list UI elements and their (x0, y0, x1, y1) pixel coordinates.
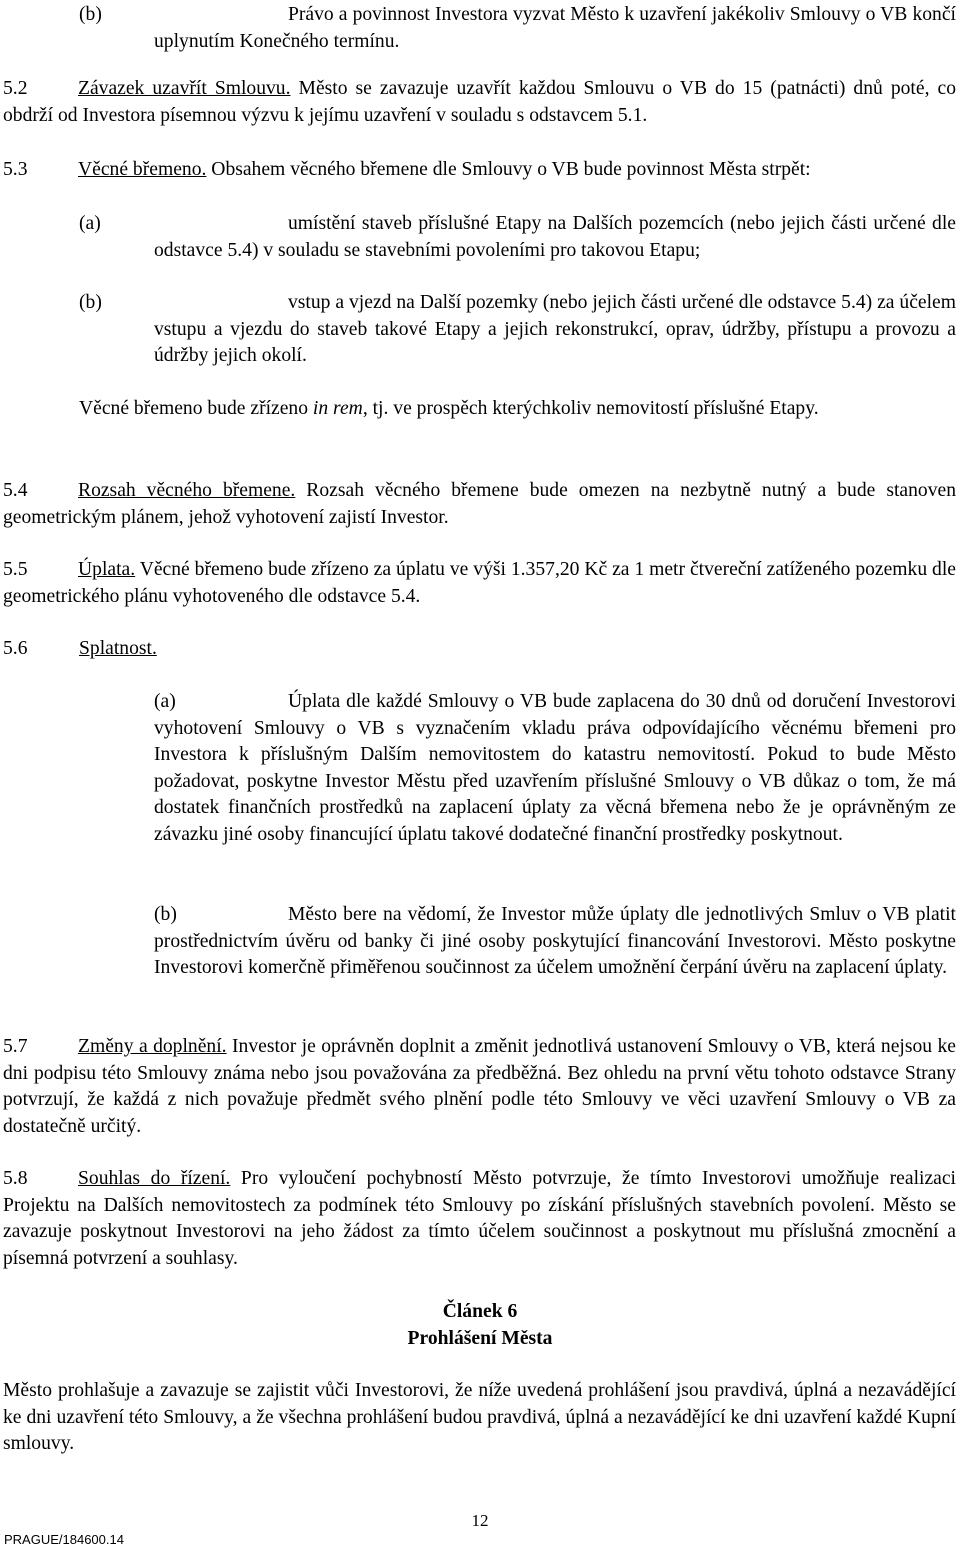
section-number: 5.3 (3, 159, 28, 180)
section-text: Investor je oprávněn doplnit a změnit jednotlivá ustanovení Smlouvy o VB, která nejsou ke dni podpisu této Smlouvy známa nebo jsou považována za předběžná. Bez ohledu na první větu tohoto odstavce Strany potvrzují, že každá z nich považuje předmět svého plnění podle této Smlouvy ve věci uzavření Smlouvy o VB za dostatečně určitý. (3, 1036, 956, 1137)
section-5-3 (3, 157, 956, 184)
item-text: Úplata dle každé Smlouvy o VB bude zaplacena do 30 dnů od doručení Investorovi vyhotovení Smlouvy o VB s vyznačením vkladu práva odpovídajícího věcnému břemeni pro Investora k příslušným Dalším nemovitostem do katastru nemovitostí. Pokud to bude Město požadovat, poskytne Investor Městu před uzavřením příslušné Smlouvy o VB důkaz o tom, že má dostatek finančních prostředků na zaplacení úplaty za věcná břemena nebo že je oprávněným ze závazku jiné osoby financující úplatu takové dodatečné finanční prostředky poskytnout. (154, 691, 956, 845)
item-text-first: Právo a povinnost Investora vyzvat Město k uzavření jakékoliv (288, 4, 785, 25)
document-reference: PRAGUE/184600.14 (4, 1532, 124, 1547)
section-number: 5.7 (3, 1036, 28, 1057)
section-5-6 (79, 636, 956, 663)
section-heading: Rozsah věcného břemene. (78, 480, 296, 501)
article-title: Prohlášení Města (407, 1328, 553, 1349)
section-heading: Úplata. (78, 559, 136, 580)
section-5-5 (3, 557, 956, 610)
section-heading: Závazek uzavřít Smlouvu. (78, 78, 291, 99)
section-heading: Věcné břemeno. (78, 159, 207, 180)
item-label: (a) (154, 691, 176, 712)
section-5-7 (3, 1034, 956, 1140)
item-label: (b) (154, 904, 177, 925)
article-text: Město prohlašuje a zavazuje se zajistit vůči Investorovi, že níže uvedená prohlášení jsou pravdivá, úplná a nezavádějící ke dni uzavření této Smlouvy, a že všechna prohlášení budou pravdivá, úplná a nezavádějící ke dni uzavření každé Kupní smlouvy. (3, 1380, 956, 1454)
item-text: umístění staveb příslušné Etapy na Dalších pozemcích (nebo jejich části určené dle odstavce 5.4) v souladu se stavebními povoleními pro takovou Etapu; (154, 213, 956, 261)
section-number: 5.4 (3, 480, 28, 501)
section-text: Rozsah věcného břemene bude omezen na nezbytně nutný a bude stanoven geometrickým plánem, jehož vyhotovení zajistí Investor. (3, 480, 956, 528)
note-italic: in rem (312, 398, 363, 419)
note-text: , tj. ve prospěch kterýchkoliv nemovitostí příslušné Etapy. (362, 398, 819, 419)
item-text: Město bere na vědomí, že Investor může úplaty dle jednotlivých Smluv o VB platit prostřednictvím úvěru od banky či jiné osoby poskytující financování Investorovi. Město poskytne Investorovi komerčně přiměřenou součinnost za účelem umožnění čerpání úvěru na zaplacení úplaty. (154, 904, 956, 978)
section-note (79, 396, 956, 423)
section-text: Pro vyloučení pochybností Město potvrzuje, že tímto Investorovi umožňuje realizaci Projektu na Dalších nemovitostech za podmínek této Smlouvy po získání příslušných stavebních povolení. Město se zavazuje poskytnout Investorovi na jeho žádost za tímto účelem součinnost a poskytnout mu příslušná zmocnění a písemná potvrzení a souhlasy. (3, 1168, 956, 1269)
note-text: Věcné břemeno bude zřízeno (79, 398, 313, 419)
item-text-rest: Smlouvy o VB končí uplynutím Konečného termínu. (154, 4, 956, 52)
section-heading: Splatnost. (79, 638, 157, 659)
section-heading: Souhlas do řízení. (78, 1168, 231, 1189)
section-5-2 (3, 76, 956, 129)
section-5-4 (3, 478, 956, 531)
section-text: Obsahem věcného břemene dle Smlouvy o VB bude povinnost Města strpět: (206, 159, 811, 180)
section-number: 5.6 (3, 638, 28, 659)
item-text (154, 2, 956, 55)
item-label: (a) (79, 213, 101, 234)
item-label: (b) (79, 4, 102, 25)
section-number: 5.8 (3, 1168, 28, 1189)
section-number: 5.5 (3, 559, 28, 580)
section-number: 5.2 (3, 78, 28, 99)
item-label: (b) (79, 292, 102, 313)
item-text: vstup a vjezd na Další pozemky (nebo jejich části určené dle odstavce 5.4) za účelem vstupu a vjezdu do staveb takové Etapy a jejich rekonstrukcí, oprav, údržby, přístupu a provozu a údržby jejich okolí. (154, 292, 956, 366)
section-text: Město se zavazuje uzavřít každou Smlouvu o VB do 15 (patnácti) dnů poté, co obdrží od Investora písemnou výzvu k jejímu uzavření v souladu s odstavcem 5.1. (3, 78, 956, 126)
page-number: 12 (471, 1511, 489, 1530)
article-number: Článek 6 (442, 1301, 518, 1322)
section-text: Věcné břemeno bude zřízeno za úplatu ve výši 1.357,20 Kč za 1 metr čtvereční zatíženého pozemku dle geometrického plánu vyhotoveného dle odstavce 5.4. (3, 559, 956, 607)
section-heading: Změny a doplnění. (78, 1036, 227, 1057)
section-5-8 (3, 1166, 956, 1272)
